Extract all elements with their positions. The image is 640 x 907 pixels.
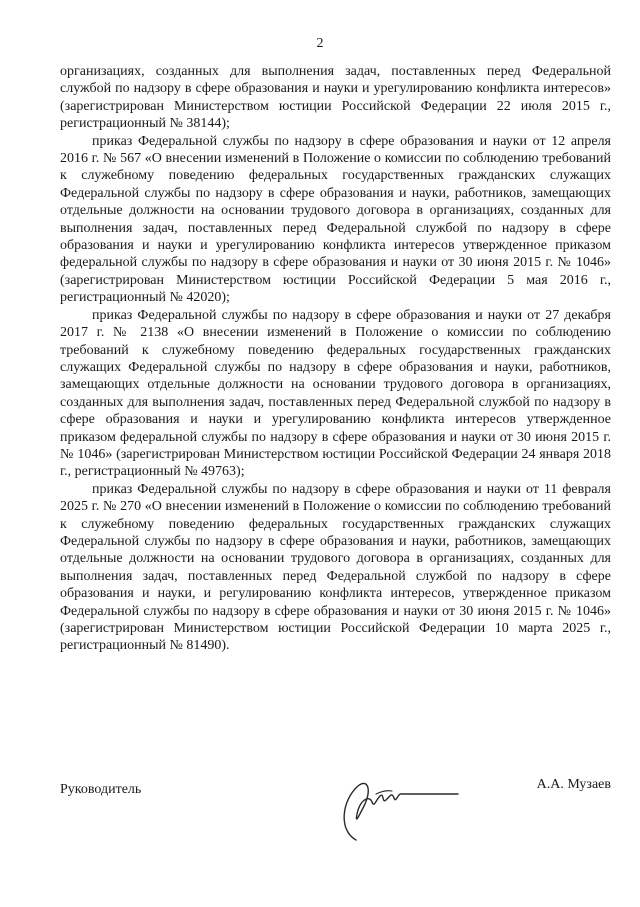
handwritten-signature (328, 770, 468, 850)
paragraph-order-2016: приказ Федеральной службы по надзору в сфере образования и науки от 12 апреля 2016 г. № 567 «О внесении изменений в Положение о комиссии по соблюдению требований к служебному поведению федеральных государственных гражданских служащих Федеральной службы по надзору в сфере образования и науки, работников, замещающих отдельные должности на основании трудового договора в организациях, созданных для выполнения задач, поставленных перед Федеральной службой по надзору в сфере образования и науки и урегулированию конфликта интересов утвержденное приказом федеральной службы по надзору в сфере образования и науки от 30 июня 2015 г. № 1046» (зарегистрирован Министерством юстиции Российской Федерации 5 мая 2016 г., регистрационный № 42020); (60, 133, 611, 306)
paragraph-order-2017: приказ Федеральной службы по надзору в сфере образования и науки от 27 декабря 2017 г. № 2138 «О внесении изменений в Положение о комиссии по соблюдению требований к служебному поведению федеральных государственных гражданских служащих Федеральной службы по надзору в сфере образования и науки, работников, замещающих отдельные должности на основании трудового договора в организациях, созданных для выполнения задач, поставленных перед Федеральной службой по надзору в сфере образования и науки и урегулированию конфликта интересов утвержденное приказом федеральной службы по надзору в сфере образования и науки от 30 июня 2015 г. № 1046» (зарегистрирован Министерством юстиции Российской Федерации 24 января 2018 г., регистрационный № 49763); (60, 307, 611, 480)
position-title: Руководитель (60, 782, 142, 797)
page-number: 2 (316, 36, 324, 51)
paragraph-continuation: организациях, созданных для выполнения задач, поставленных перед Федеральной службой по надзору в сфере образования и науки и урегулированию конфликта интересов» (зарегистрирован Министерством юстиции Российской Федерации 22 июля 2015 г., регистрационный № 38144); (60, 64, 611, 132)
paragraph-order-2025: приказ Федеральной службы по надзору в сфере образования и науки от 11 февраля 2025 г. № 270 «О внесении изменений в Положение о комиссии по соблюдению требований к служебному поведению федеральных государственных гражданских служащих Федеральной службы по надзору в сфере образования и науки, работников, замещающих отдельные должности на основании трудового договора в организациях, созданных для выполнения задач, поставленных перед Федеральной службой по надзору в сфере образования и науки, и регулированию конфликта интересов, утвержденное приказом Федеральной службы по надзору в сфере образования и науки от 30 июня 2015 г. № 1046» (зарегистрирован Министерством юстиции Российской Федерации 10 марта 2025 г., регистрационный № 81490). (60, 481, 611, 654)
signatory-name: А.А. Музаев (536, 777, 611, 792)
document-body (60, 63, 611, 655)
signature-block (60, 770, 611, 860)
